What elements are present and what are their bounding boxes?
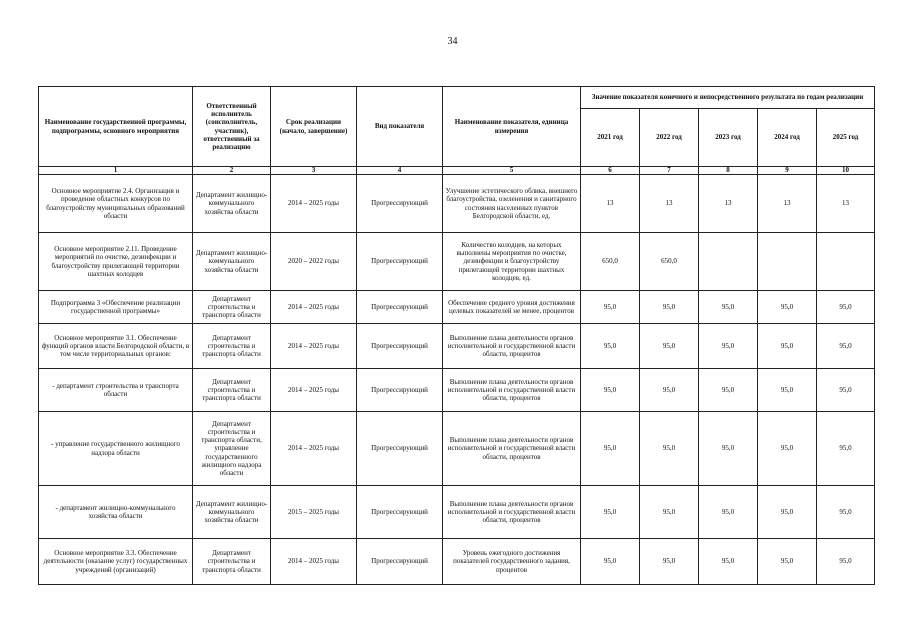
row-period: 2014 – 2025 годы bbox=[271, 291, 357, 324]
row-value: 95,0 bbox=[817, 486, 875, 539]
row-value: 95,0 bbox=[640, 291, 699, 324]
row-value: 95,0 bbox=[699, 324, 758, 369]
row-value: 95,0 bbox=[699, 486, 758, 539]
column-number: 10 bbox=[817, 167, 875, 175]
header-indicator-name: Наименование показателя, единица измерения bbox=[443, 87, 581, 167]
row-value: 95,0 bbox=[817, 369, 875, 412]
row-type: Прогрессирующий bbox=[357, 412, 443, 486]
row-value: 95,0 bbox=[581, 412, 640, 486]
row-period: 2014 – 2025 годы bbox=[271, 324, 357, 369]
table-row bbox=[39, 324, 875, 369]
header-program: Наименование государственной программы, подпрограммы, основного мероприятия bbox=[39, 87, 193, 167]
row-value: 95,0 bbox=[758, 291, 817, 324]
header-period: Срок реализации (начало, завершение) bbox=[271, 87, 357, 167]
header-year: 2025 год bbox=[817, 109, 875, 167]
row-period: 2014 – 2025 годы bbox=[271, 412, 357, 486]
row-program: Подпрограмма 3 «Обеспечение реализации государственной программы» bbox=[39, 291, 193, 324]
row-executor: Департамент жилищно-коммунального хозяйства области bbox=[193, 175, 271, 233]
table-row bbox=[39, 539, 875, 585]
row-value: 95,0 bbox=[758, 486, 817, 539]
column-number: 4 bbox=[357, 167, 443, 175]
row-value: 95,0 bbox=[581, 539, 640, 585]
row-value: 95,0 bbox=[581, 369, 640, 412]
row-indicator: Выполнение плана деятельности органов исполнительной и государственной власти области, процентов bbox=[443, 369, 581, 412]
row-value: 95,0 bbox=[640, 539, 699, 585]
column-number: 9 bbox=[758, 167, 817, 175]
row-value: 650,0 bbox=[640, 233, 699, 291]
row-type: Прогрессирующий bbox=[357, 486, 443, 539]
row-program: - управление государственного жилищного надзора области bbox=[39, 412, 193, 486]
row-program: - департамент жилищно-коммунального хозяйства области bbox=[39, 486, 193, 539]
row-executor: Департамент строительства и транспорта области bbox=[193, 369, 271, 412]
row-value: 95,0 bbox=[699, 369, 758, 412]
row-indicator: Уровень ежегодного достижения показателей государственного задания, процентов bbox=[443, 539, 581, 585]
row-value bbox=[817, 233, 875, 291]
table-row bbox=[39, 369, 875, 412]
row-program: - департамент строительства и транспорта области bbox=[39, 369, 193, 412]
row-value: 95,0 bbox=[758, 412, 817, 486]
row-value: 13 bbox=[817, 175, 875, 233]
table-row bbox=[39, 486, 875, 539]
row-value: 95,0 bbox=[699, 291, 758, 324]
row-value: 13 bbox=[758, 175, 817, 233]
header-executor: Ответственный исполнитель (соисполнитель, участник), ответственный за реализацию bbox=[193, 87, 271, 167]
header-values-group: Значение показателя конечного и непосредственного результата по годам реализации bbox=[581, 87, 875, 109]
header-year: 2022 год bbox=[640, 109, 699, 167]
column-number: 2 bbox=[193, 167, 271, 175]
header-indicator-type: Вид показателя bbox=[357, 87, 443, 167]
row-value bbox=[758, 233, 817, 291]
row-value: 95,0 bbox=[758, 539, 817, 585]
row-indicator: Обеспечение среднего уровня достижения целевых показателей не менее, процентов bbox=[443, 291, 581, 324]
table-row bbox=[39, 412, 875, 486]
table-row bbox=[39, 175, 875, 233]
row-executor: Департамент строительства и транспорта области bbox=[193, 324, 271, 369]
row-value: 95,0 bbox=[640, 412, 699, 486]
row-value: 95,0 bbox=[758, 369, 817, 412]
row-value: 95,0 bbox=[817, 291, 875, 324]
row-value: 95,0 bbox=[581, 291, 640, 324]
header-year: 2023 год bbox=[699, 109, 758, 167]
header-year: 2024 год bbox=[758, 109, 817, 167]
table-body bbox=[39, 175, 875, 585]
row-executor: Департамент строительства и транспорта области bbox=[193, 539, 271, 585]
row-value: 95,0 bbox=[581, 324, 640, 369]
row-program: Основное мероприятие 3.1. Обеспечение функций органов власти Белгородской области, в том числе территориальных органов: bbox=[39, 324, 193, 369]
row-indicator: Улучшение эстетического облика, внешнего благоустройства, озеленения и санитарного состояния населенных пунктов Белгородской области, ед. bbox=[443, 175, 581, 233]
row-type: Прогрессирующий bbox=[357, 369, 443, 412]
column-number: 5 bbox=[443, 167, 581, 175]
row-value: 95,0 bbox=[699, 539, 758, 585]
row-value: 95,0 bbox=[699, 412, 758, 486]
page-number: 34 bbox=[447, 36, 458, 47]
row-value: 13 bbox=[581, 175, 640, 233]
column-number: 3 bbox=[271, 167, 357, 175]
column-number: 7 bbox=[640, 167, 699, 175]
row-period: 2020 – 2022 годы bbox=[271, 233, 357, 291]
indicator-table bbox=[38, 86, 875, 585]
row-value: 13 bbox=[699, 175, 758, 233]
row-value: 95,0 bbox=[817, 539, 875, 585]
row-program: Основное мероприятие 2.4. Организация и проведение областных конкурсов по благоустройству муниципальных образований области bbox=[39, 175, 193, 233]
row-executor: Департамент строительства и транспорта области, управление государственного жилищного надзора области bbox=[193, 412, 271, 486]
row-value: 650,0 bbox=[581, 233, 640, 291]
row-value: 95,0 bbox=[640, 324, 699, 369]
row-value bbox=[699, 233, 758, 291]
column-number: 8 bbox=[699, 167, 758, 175]
row-value: 95,0 bbox=[640, 369, 699, 412]
row-executor: Департамент жилищно-коммунального хозяйства области bbox=[193, 233, 271, 291]
row-type: Прогрессирующий bbox=[357, 324, 443, 369]
row-executor: Департамент строительства и транспорта области bbox=[193, 291, 271, 324]
row-value: 95,0 bbox=[817, 412, 875, 486]
row-indicator: Выполнение плана деятельности органов исполнительной и государственной власти области, процентов bbox=[443, 412, 581, 486]
row-executor: Департамент жилищно-коммунального хозяйства области bbox=[193, 486, 271, 539]
table-row bbox=[39, 291, 875, 324]
row-value: 95,0 bbox=[817, 324, 875, 369]
row-type: Прогрессирующий bbox=[357, 539, 443, 585]
header-year: 2021 год bbox=[581, 109, 640, 167]
row-type: Прогрессирующий bbox=[357, 291, 443, 324]
row-value: 13 bbox=[640, 175, 699, 233]
row-value: 95,0 bbox=[640, 486, 699, 539]
row-program: Основное мероприятие 2.11. Проведение мероприятий по очистке, дезинфекции и благоустройству прилегающей территории шахтных колодцев bbox=[39, 233, 193, 291]
row-program: Основное мероприятие 3.3. Обеспечение деятельности (оказание услуг) государственных учреждений (организаций) bbox=[39, 539, 193, 585]
row-period: 2014 – 2025 годы bbox=[271, 175, 357, 233]
row-type: Прогрессирующий bbox=[357, 175, 443, 233]
row-indicator: Выполнение плана деятельности органов исполнительной и государственной власти области, процентов bbox=[443, 486, 581, 539]
table-row bbox=[39, 233, 875, 291]
column-number: 6 bbox=[581, 167, 640, 175]
row-value: 95,0 bbox=[758, 324, 817, 369]
row-indicator: Количество колодцев, на которых выполнены мероприятия по очистке, дезинфекции и благоустройству прилегающей территории шахтных колодцев, ед. bbox=[443, 233, 581, 291]
row-value: 95,0 bbox=[581, 486, 640, 539]
row-period: 2015 – 2025 годы bbox=[271, 486, 357, 539]
column-number: 1 bbox=[39, 167, 193, 175]
row-period: 2014 – 2025 годы bbox=[271, 369, 357, 412]
row-type: Прогрессирующий bbox=[357, 233, 443, 291]
row-period: 2014 – 2025 годы bbox=[271, 539, 357, 585]
row-indicator: Выполнение плана деятельности органов исполнительной и государственной власти области, процентов bbox=[443, 324, 581, 369]
